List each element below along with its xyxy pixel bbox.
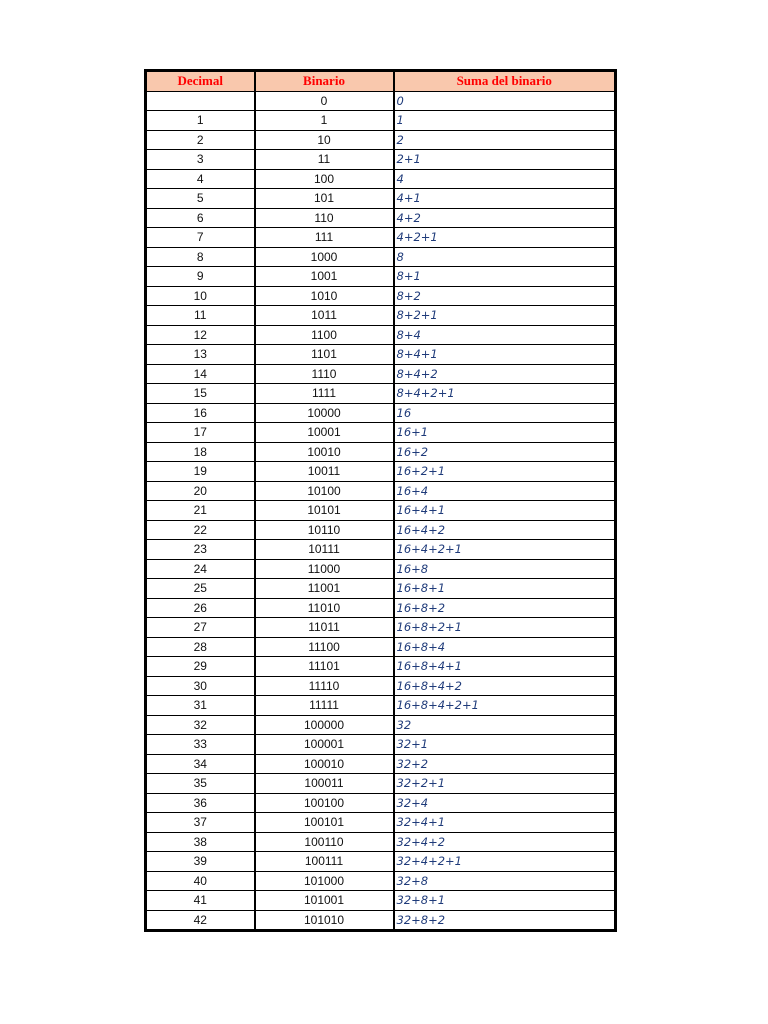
binary-cell: 111	[255, 228, 394, 248]
table-row	[147, 579, 615, 599]
table-row	[147, 676, 615, 696]
decimal-cell: 3	[147, 150, 255, 170]
header-suma-del-binario: Suma del binario	[394, 72, 615, 92]
table-row	[147, 852, 615, 872]
table-row	[147, 462, 615, 482]
decimal-cell: 17	[147, 423, 255, 443]
decimal-cell: 12	[147, 325, 255, 345]
table-row	[147, 559, 615, 579]
binary-cell: 10111	[255, 540, 394, 560]
sum-cell: 16+8	[394, 559, 615, 579]
sum-cell: 8+1	[394, 267, 615, 287]
table-row	[147, 910, 615, 930]
table-row	[147, 247, 615, 267]
table-row	[147, 150, 615, 170]
sum-cell: 8+4+2+1	[394, 384, 615, 404]
binary-cell: 1010	[255, 286, 394, 306]
binary-cell: 1110	[255, 364, 394, 384]
decimal-cell	[147, 91, 255, 111]
sum-cell: 16+1	[394, 423, 615, 443]
table-body	[147, 91, 615, 930]
table-row	[147, 891, 615, 911]
binary-cell: 11001	[255, 579, 394, 599]
sum-cell: 4+2+1	[394, 228, 615, 248]
sum-cell: 32+2+1	[394, 774, 615, 794]
binary-cell: 10101	[255, 501, 394, 521]
binary-cell: 101010	[255, 910, 394, 930]
binary-cell: 11110	[255, 676, 394, 696]
binary-cell: 11	[255, 150, 394, 170]
table-row	[147, 754, 615, 774]
decimal-cell: 10	[147, 286, 255, 306]
decimal-cell: 31	[147, 696, 255, 716]
binary-cell: 100100	[255, 793, 394, 813]
sum-cell: 32+4	[394, 793, 615, 813]
binary-cell: 11000	[255, 559, 394, 579]
binary-cell: 100111	[255, 852, 394, 872]
sum-cell: 8+4+1	[394, 345, 615, 365]
sum-cell: 2+1	[394, 150, 615, 170]
decimal-cell: 18	[147, 442, 255, 462]
table-row	[147, 618, 615, 638]
binary-cell: 1111	[255, 384, 394, 404]
decimal-cell: 27	[147, 618, 255, 638]
sum-cell: 16+8+4+2+1	[394, 696, 615, 716]
sum-cell: 32+8	[394, 871, 615, 891]
decimal-cell: 33	[147, 735, 255, 755]
decimal-cell: 20	[147, 481, 255, 501]
sum-cell: 2	[394, 130, 615, 150]
sum-cell: 16+8+2	[394, 598, 615, 618]
header-decimal: Decimal	[147, 72, 255, 92]
table-row	[147, 91, 615, 111]
table-row	[147, 832, 615, 852]
decimal-cell: 34	[147, 754, 255, 774]
table-row	[147, 267, 615, 287]
binary-cell: 100010	[255, 754, 394, 774]
binary-cell: 100110	[255, 832, 394, 852]
sum-cell: 16+8+4+1	[394, 657, 615, 677]
binary-cell: 10100	[255, 481, 394, 501]
binary-table-sheet	[144, 69, 617, 932]
table-row	[147, 345, 615, 365]
binary-cell: 1001	[255, 267, 394, 287]
sum-cell: 8+2	[394, 286, 615, 306]
table-row	[147, 364, 615, 384]
decimal-cell: 9	[147, 267, 255, 287]
decimal-cell: 5	[147, 189, 255, 209]
table-row	[147, 481, 615, 501]
sum-cell: 8+4	[394, 325, 615, 345]
table-row	[147, 286, 615, 306]
sum-cell: 16+4+2	[394, 520, 615, 540]
decimal-cell: 8	[147, 247, 255, 267]
binary-cell: 0	[255, 91, 394, 111]
table-row	[147, 735, 615, 755]
decimal-cell: 23	[147, 540, 255, 560]
decimal-cell: 14	[147, 364, 255, 384]
table-row	[147, 793, 615, 813]
binary-cell: 110	[255, 208, 394, 228]
sum-cell: 16+8+1	[394, 579, 615, 599]
binary-cell: 1000	[255, 247, 394, 267]
decimal-cell: 15	[147, 384, 255, 404]
table-row	[147, 442, 615, 462]
sum-cell: 16+8+4	[394, 637, 615, 657]
decimal-cell: 21	[147, 501, 255, 521]
binary-cell: 1100	[255, 325, 394, 345]
binary-cell: 11010	[255, 598, 394, 618]
decimal-cell: 7	[147, 228, 255, 248]
sum-cell: 0	[394, 91, 615, 111]
binary-cell: 11111	[255, 696, 394, 716]
decimal-cell: 22	[147, 520, 255, 540]
table-row	[147, 520, 615, 540]
binary-cell: 10	[255, 130, 394, 150]
table-row	[147, 189, 615, 209]
binary-cell: 11011	[255, 618, 394, 638]
binary-table	[146, 71, 615, 930]
table-row	[147, 423, 615, 443]
decimal-cell: 36	[147, 793, 255, 813]
binary-cell: 10001	[255, 423, 394, 443]
decimal-cell: 37	[147, 813, 255, 833]
binary-cell: 101001	[255, 891, 394, 911]
decimal-cell: 28	[147, 637, 255, 657]
decimal-cell: 39	[147, 852, 255, 872]
sum-cell: 32+8+1	[394, 891, 615, 911]
table-row	[147, 306, 615, 326]
header-row	[147, 72, 615, 92]
sum-cell: 32+8+2	[394, 910, 615, 930]
decimal-cell: 26	[147, 598, 255, 618]
decimal-cell: 19	[147, 462, 255, 482]
sum-cell: 4	[394, 169, 615, 189]
sum-cell: 16+8+2+1	[394, 618, 615, 638]
binary-cell: 10000	[255, 403, 394, 423]
decimal-cell: 40	[147, 871, 255, 891]
sum-cell: 32+1	[394, 735, 615, 755]
sum-cell: 32+4+2+1	[394, 852, 615, 872]
table-row	[147, 871, 615, 891]
binary-cell: 100101	[255, 813, 394, 833]
sum-cell: 8+4+2	[394, 364, 615, 384]
table-row	[147, 598, 615, 618]
sum-cell: 32+2	[394, 754, 615, 774]
binary-cell: 1	[255, 111, 394, 131]
header-binario: Binario	[255, 72, 394, 92]
sum-cell: 16	[394, 403, 615, 423]
binary-cell: 100011	[255, 774, 394, 794]
sum-cell: 4+1	[394, 189, 615, 209]
binary-cell: 100	[255, 169, 394, 189]
sum-cell: 32	[394, 715, 615, 735]
decimal-cell: 6	[147, 208, 255, 228]
decimal-cell: 1	[147, 111, 255, 131]
sum-cell: 8	[394, 247, 615, 267]
decimal-cell: 25	[147, 579, 255, 599]
table-row	[147, 325, 615, 345]
binary-cell: 101	[255, 189, 394, 209]
sum-cell: 1	[394, 111, 615, 131]
table-row	[147, 540, 615, 560]
table-row	[147, 111, 615, 131]
table-row	[147, 130, 615, 150]
binary-cell: 11100	[255, 637, 394, 657]
sum-cell: 8+2+1	[394, 306, 615, 326]
decimal-cell: 29	[147, 657, 255, 677]
table-row	[147, 774, 615, 794]
table-row	[147, 813, 615, 833]
decimal-cell: 38	[147, 832, 255, 852]
table-row	[147, 384, 615, 404]
decimal-cell: 24	[147, 559, 255, 579]
binary-cell: 11101	[255, 657, 394, 677]
decimal-cell: 35	[147, 774, 255, 794]
table-row	[147, 501, 615, 521]
table-row	[147, 696, 615, 716]
table-row	[147, 228, 615, 248]
binary-cell: 100001	[255, 735, 394, 755]
table-row	[147, 403, 615, 423]
binary-cell: 1101	[255, 345, 394, 365]
sum-cell: 32+4+1	[394, 813, 615, 833]
table-row	[147, 169, 615, 189]
table-row	[147, 715, 615, 735]
sum-cell: 4+2	[394, 208, 615, 228]
sum-cell: 16+4+2+1	[394, 540, 615, 560]
sum-cell: 16+4+1	[394, 501, 615, 521]
decimal-cell: 4	[147, 169, 255, 189]
binary-cell: 100000	[255, 715, 394, 735]
sum-cell: 16+8+4+2	[394, 676, 615, 696]
table-row	[147, 637, 615, 657]
decimal-cell: 30	[147, 676, 255, 696]
decimal-cell: 16	[147, 403, 255, 423]
decimal-cell: 42	[147, 910, 255, 930]
table-row	[147, 208, 615, 228]
binary-cell: 10011	[255, 462, 394, 482]
sum-cell: 32+4+2	[394, 832, 615, 852]
decimal-cell: 13	[147, 345, 255, 365]
decimal-cell: 11	[147, 306, 255, 326]
sum-cell: 16+4	[394, 481, 615, 501]
decimal-cell: 32	[147, 715, 255, 735]
binary-cell: 1011	[255, 306, 394, 326]
binary-cell: 10010	[255, 442, 394, 462]
sum-cell: 16+2	[394, 442, 615, 462]
table-row	[147, 657, 615, 677]
decimal-cell: 2	[147, 130, 255, 150]
binary-cell: 10110	[255, 520, 394, 540]
sum-cell: 16+2+1	[394, 462, 615, 482]
binary-cell: 101000	[255, 871, 394, 891]
decimal-cell: 41	[147, 891, 255, 911]
